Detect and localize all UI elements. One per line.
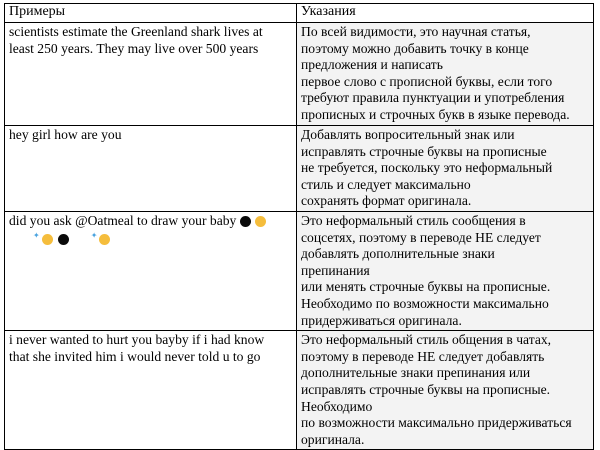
example-line: that she invited him i would never told u to go bbox=[9, 348, 261, 364]
table-row bbox=[5, 331, 594, 450]
table-row bbox=[5, 211, 594, 330]
guideline-line: поэтому можно добавить точку в конце bbox=[301, 40, 529, 56]
black-circle-emoji-icon bbox=[240, 216, 251, 227]
example-line: hey girl how are you bbox=[9, 127, 122, 142]
guideline-line: оригинала. bbox=[301, 431, 365, 447]
guideline-cell bbox=[297, 23, 594, 126]
guideline-line: прописных и строчных букв в языке перевода. bbox=[301, 106, 570, 122]
yellow-circle-emoji-icon bbox=[255, 216, 266, 227]
guideline-line: дополнительные знаки препинания или bbox=[301, 365, 531, 381]
guideline-line: первое слово с прописной буквы, если того bbox=[301, 73, 553, 89]
guideline-line: добавлять дополнительные знаки bbox=[301, 246, 495, 262]
example-line bbox=[9, 213, 293, 230]
example-cell bbox=[5, 211, 297, 330]
emoji-line bbox=[9, 230, 293, 247]
guideline-line: по возможности максимально придерживаться bbox=[301, 415, 572, 431]
guideline-line: Это неформальный стиль сообщения в bbox=[301, 212, 526, 228]
yellow-circle-emoji-icon bbox=[99, 234, 110, 245]
guideline-cell bbox=[297, 211, 594, 330]
guideline-line: предложения и написать bbox=[301, 57, 443, 73]
guideline-line: или менять строчные буквы на прописные. bbox=[301, 279, 551, 295]
guideline-line: Необходимо по возможности максимально bbox=[301, 295, 549, 311]
guideline-line: поэтому в переводе НЕ следует добавлять bbox=[301, 348, 545, 364]
table-row bbox=[5, 126, 594, 212]
header-examples: Примеры bbox=[5, 4, 297, 23]
example-line: least 250 years. They may live over 500 years bbox=[9, 40, 259, 56]
guideline-line: Добавлять вопросительный знак или bbox=[301, 127, 515, 142]
guideline-cell bbox=[297, 331, 594, 450]
emoji-group bbox=[240, 216, 266, 227]
guideline-line: сохранять формат оригинала. bbox=[301, 193, 472, 209]
black-circle-emoji-icon bbox=[58, 234, 69, 245]
guideline-line: Это неформальный стиль общения в чатах, bbox=[301, 332, 552, 348]
example-cell bbox=[5, 23, 297, 126]
sparkle-icon: ✦ bbox=[90, 231, 98, 241]
guideline-line: придерживаться оригинала. bbox=[301, 312, 462, 328]
guideline-line: исправлять строчные буквы на прописные. bbox=[301, 381, 551, 397]
example-line: i never wanted to hurt you bayby if i had know bbox=[9, 332, 265, 348]
example-cell bbox=[5, 126, 297, 212]
guideline-line: препинания bbox=[301, 262, 370, 278]
table-header-row bbox=[5, 4, 594, 23]
guideline-cell bbox=[297, 126, 594, 212]
guideline-line: требуют правила пунктуации и употребления bbox=[301, 90, 565, 106]
sparkle-icon: ✦ bbox=[33, 231, 40, 241]
examples-guidelines-table bbox=[4, 3, 594, 450]
guideline-line: исправлять строчные буквы на прописные bbox=[301, 143, 547, 159]
example-cell bbox=[5, 331, 297, 450]
guideline-line: Необходимо bbox=[301, 398, 373, 414]
header-guidelines: Указания bbox=[297, 4, 594, 23]
table-row bbox=[5, 23, 594, 126]
guideline-line: стиль и следует максимально bbox=[301, 176, 471, 192]
guideline-line: не требуется, поскольку это неформальный bbox=[301, 160, 553, 176]
yellow-circle-emoji-icon bbox=[42, 234, 53, 245]
guideline-line: соцсетях, поэтому в переводе НЕ следует bbox=[301, 229, 541, 245]
emoji-group bbox=[33, 231, 110, 245]
guideline-line: По всей видимости, это научная статья, bbox=[301, 24, 531, 39]
example-text: did you ask @Oatmeal to draw your baby bbox=[9, 212, 237, 228]
example-line: scientists estimate the Greenland shark lives at bbox=[9, 24, 263, 39]
